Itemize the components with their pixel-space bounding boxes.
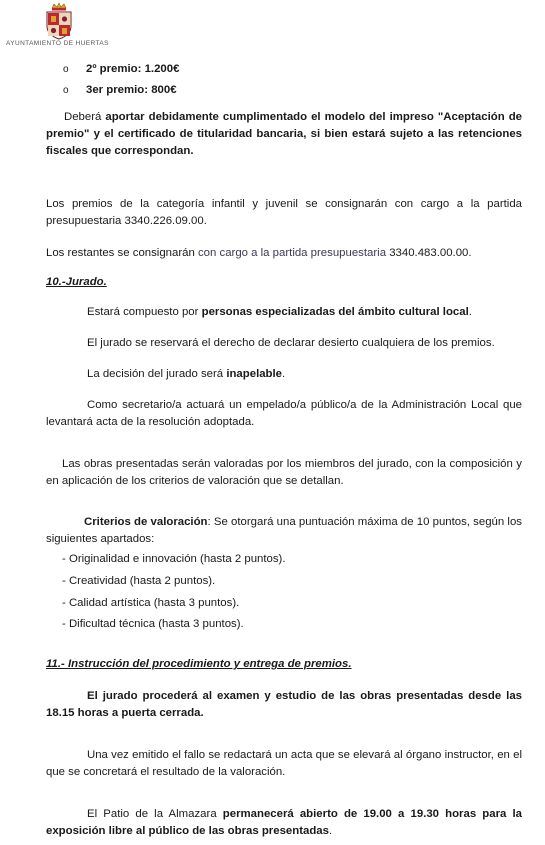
jury-evaluation: Las obras presentadas serán valoradas por los miembros del jurado, con la composición y en aplicación de los criterios de valoración que se detallan. (46, 458, 522, 487)
jury-composition: Estará compuesto por personas especializadas del ámbito cultural local. (87, 306, 472, 318)
prize-item: 2º premio: 1.200€ (86, 63, 180, 75)
bullet-circle-icon: o (63, 85, 69, 96)
section-10-heading: 10.-Jurado. (46, 276, 107, 288)
organization-name: AYUNTAMIENTO DE HUERTAS (6, 40, 109, 47)
municipal-crest-logo (44, 2, 74, 40)
criteria-paragraph: Criterios de valoración: Se otorgará una puntuación máxima de 10 puntos, según los siguientes apartados: (46, 516, 522, 545)
exhibition-paragraph: El Patio de la Almazara permanecerá abierto de 19.00 a 19.30 horas para la exposición libre al público de las obras presentadas. (46, 808, 522, 837)
criteria-item: - Dificultad técnica (hasta 3 puntos). (62, 618, 244, 630)
criteria-item: - Creatividad (hasta 2 puntos). (62, 575, 216, 587)
jury-secretary: Como secretario/a actuará un empelado/a público/a de la Administración Local que levantará acta de la resolución adoptada. (46, 399, 522, 428)
acceptance-paragraph: Deberá aportar debidamente cumplimentado el modelo del impreso "Aceptación de premio" y el certificado de titularidad bancaria, si bien estará sujeto a las retenciones fiscales que correspondan. (46, 111, 522, 157)
section-11-heading: 11.- Instrucción del procedimiento y entrega de premios. (46, 658, 352, 670)
bullet-circle-icon: o (63, 64, 69, 75)
criteria-item: - Originalidad e innovación (hasta 2 puntos). (62, 553, 286, 565)
verdict-paragraph: Una vez emitido el fallo se redactará un acta que se elevará al órgano instructor, en el que se concretará el resultado de la valoración. (46, 749, 522, 778)
budget-paragraph-2: Los restantes se consignarán con cargo a la partida presupuestaria 3340.483.00.00. (46, 247, 472, 259)
criteria-item: - Calidad artística (hasta 3 puntos). (62, 597, 240, 609)
jury-examination: El jurado procederá al examen y estudio de las obras presentadas desde las 18.15 horas a puerta cerrada. (46, 690, 522, 719)
jury-decision: La decisión del jurado será inapelable. (87, 368, 286, 380)
budget-paragraph-1: Los premios de la categoría infantil y juvenil se consignarán con cargo a la partida presupuestaria 3340.226.09.00. (46, 198, 522, 227)
jury-rights: El jurado se reservará el derecho de declarar desierto cualquiera de los premios. (87, 337, 495, 349)
prize-item: 3er premio: 800€ (86, 84, 177, 96)
